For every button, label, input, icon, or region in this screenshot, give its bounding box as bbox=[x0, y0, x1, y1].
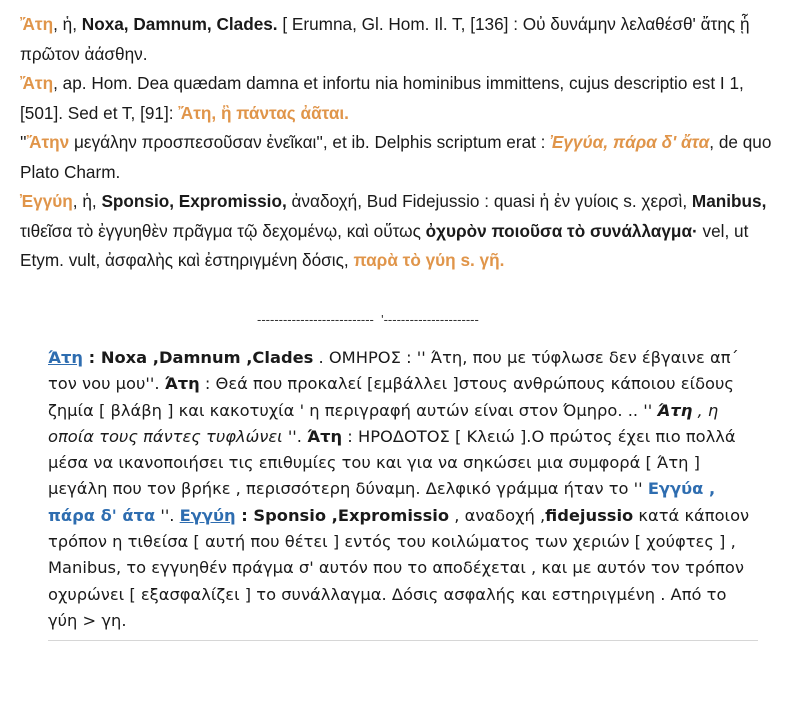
headword: Ἄτη bbox=[20, 14, 54, 34]
entry-gender: , ἡ, bbox=[53, 14, 82, 34]
translation-text: : ΗΡΟΔΟΤΟΣ [ Κλειώ ].Ο πρώτος έχει πιο πολλά μέσα να ικανοποιήσει τις επιθυμίες του και για να σηκώσει μια συμφορά [ Άτη ] μεγάλη που τον βρήκε , περισσότερη δύναμη. Δελφικό γράμμα ήταν το '' bbox=[48, 426, 736, 499]
quote-mark: '' bbox=[20, 132, 27, 152]
headword-ate: Άτη bbox=[164, 374, 200, 394]
entry-text: [ Erumna, Gl. Hom. Il. T, [136] : Οὐ δυνάμην λελαθέσθ' ἄτης ᾗ πρῶτον ἀάσθην. bbox=[20, 14, 750, 64]
quote-highlight: Ἄτη, ἣ πάντας ἀᾶται. bbox=[173, 102, 349, 123]
translation-text: . ΟΜΗΡΟΣ : '' Άτη, που με τύφλωσε δεν έβγαινε απ΄ τον νου μου''. bbox=[48, 348, 739, 394]
headword-engye: Εγγύη bbox=[179, 505, 236, 525]
entry-ate-goddess bbox=[20, 69, 780, 128]
entry-text: μεγάλην προσπεσοῦσαν ἐνεῖκαι'', et ib. Delphis scriptum erat : bbox=[69, 132, 551, 152]
translation-text: κατά κάποιον τρόπον η τιθείσα [ αυτή που θέτει ] εντός του κοιλώματος των χεριών [ χούφτες ] , Manibus, το εγγυηθέν πράγμα σ' αυτόν που το αποδέχεται , και με αυτόν τον τρόπον οχυρώνει [ εξασφαλίζει ] το συνάλλαγμα. Δόσις ασφαλής και εστηριγμένη . Από το γύη > γη. bbox=[48, 505, 750, 630]
latin-gloss-fidejussio: fidejussio bbox=[545, 505, 634, 525]
entry-text: , de quo Plato Charm. bbox=[20, 132, 772, 182]
quote-ate: Άτη bbox=[657, 400, 693, 420]
latin-gloss: Noxa, Damnum, Clades. bbox=[81, 14, 278, 34]
headword: Ἄτην bbox=[26, 132, 70, 152]
lexicon-latin-entries bbox=[20, 10, 780, 276]
translation-text: : Θεά που προκαλεί [εμβάλλει ]στους ανθρώπους κάποιου είδους ζημία [ βλάβη ] και κακοτυχία ' η περιγραφή αυτών είναι στον Όμηρο. .. '' bbox=[48, 374, 734, 420]
entry-ate-noxa bbox=[20, 10, 780, 69]
delphic-quote: Εγγύα , πάρα δ' άτα bbox=[48, 479, 716, 525]
entry-text: , ap. Hom. Dea quædam damna et infortu nia hominibus immittens, cujus descriptio est I 1, [501]. Sed et T, [91]: bbox=[20, 73, 744, 123]
translation-paragraph bbox=[48, 345, 758, 634]
latin-gloss: : Noxa ,Damnum ,Clades bbox=[82, 348, 314, 367]
entry-aten bbox=[20, 128, 780, 187]
latin-gloss: Sponsio, Expromissio, bbox=[101, 191, 287, 211]
headword: Ἄτη bbox=[20, 73, 54, 93]
entry-text: vel, ut Etym. vult, ἀσφαλὴς καὶ ἐστηριγμένη δόσις, bbox=[20, 220, 749, 270]
entry-engye bbox=[20, 187, 780, 276]
latin-gloss: : Sponsio ,Expromissio bbox=[235, 505, 450, 525]
greek-translation bbox=[48, 345, 758, 641]
headword-ate: Άτη bbox=[48, 348, 83, 367]
bold-phrase: ὀχυρὸν ποιοῦσα τὸ συνάλλαγμα· bbox=[425, 220, 698, 241]
headword: Ἐγγύη bbox=[20, 191, 73, 211]
entry-text: τιθεῖσα τὸ ἐγγυηθὲν πρᾶγμα τῷ δεχομένῳ, καὶ οὕτως bbox=[20, 220, 426, 241]
latin-gloss-manibus: Manibus, bbox=[691, 191, 767, 211]
section-separator: --------------------------- '---------------------- bbox=[257, 312, 479, 327]
translation-text: ''. bbox=[155, 505, 180, 525]
quote-italic: , η οποία τους πάντες τυφλώνει bbox=[48, 400, 719, 446]
translation-text: , αναδοχή , bbox=[449, 505, 546, 525]
delphic-quote: Ἐγγύα, πάρα δ' ἄτα bbox=[550, 132, 710, 152]
headword-ate: Άτη bbox=[307, 426, 343, 446]
entry-gender: , ἡ, bbox=[72, 191, 102, 211]
translation-text: ''. bbox=[282, 426, 308, 446]
entry-text: ἀναδοχή, Bud Fidejussio : quasi ἡ ἐν γυίοις s. χερσὶ, bbox=[286, 191, 692, 211]
etymology-highlight: παρὰ τὸ γύη s. γῆ. bbox=[353, 250, 505, 270]
